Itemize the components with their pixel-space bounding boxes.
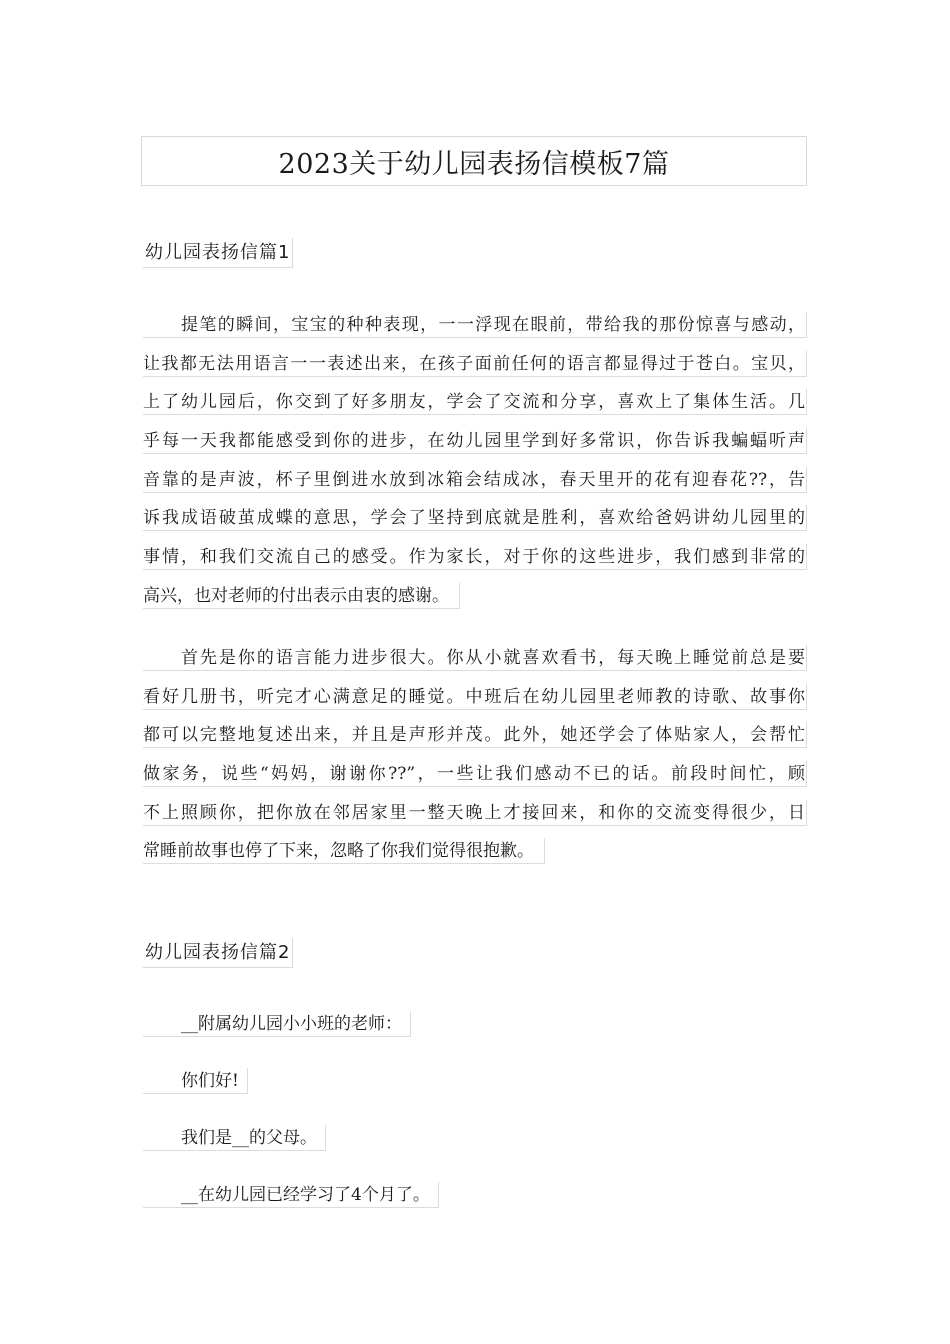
paragraph-1 <box>143 312 807 627</box>
paragraph-line: 常睡前故事也停了下来，忽略了你我们觉得很抱歉。 <box>143 838 545 864</box>
paragraph-line: 乎每一天我都能感受到你的进步，在幼儿园里学到好多常识，你告诉我蝙蝠听声 <box>143 428 807 454</box>
paragraph-line: 音靠的是声波，杯子里倒进水放到冰箱会结成冰，春天里开的花有迎春花??，告 <box>143 467 807 493</box>
greeting-line: 你们好! <box>143 1068 248 1094</box>
section-heading-2: 幼儿园表扬信篇2 <box>143 938 293 968</box>
body-line: __在幼儿园已经学习了4个月了。 <box>143 1182 439 1208</box>
body-line: 我们是__的父母。 <box>143 1125 326 1151</box>
paragraph-line: 首先是你的语言能力进步很大。你从小就喜欢看书，每天晚上睡觉前总是要 <box>143 645 807 671</box>
paragraph-line: 让我都无法用语言一一表述出来，在孩子面前任何的语言都显得过于苍白。宝贝， <box>143 351 807 377</box>
section-heading-1: 幼儿园表扬信篇1 <box>143 238 293 268</box>
paragraph-line: 提笔的瞬间，宝宝的种种表现，一一浮现在眼前，带给我的那份惊喜与感动， <box>143 312 807 338</box>
paragraph-line: 诉我成语破茧成蝶的意思，学会了坚持到底就是胜利，喜欢给爸妈讲幼儿园里的 <box>143 505 807 531</box>
paragraph-line: 不上照顾你，把你放在邻居家里一整天晚上才接回来，和你的交流变得很少，日 <box>143 800 807 826</box>
document-title: 2023关于幼儿园表扬信模板7篇 <box>141 136 807 186</box>
paragraph-line: 高兴，也对老师的付出表示由衷的感谢。 <box>143 583 460 609</box>
paragraph-line: 都可以完整地复述出来，并且是声形并茂。此外，她还学会了体贴家人，会帮忙 <box>143 722 807 748</box>
paragraph-line: 看好几册书，听完才心满意足的睡觉。中班后在幼儿园里老师教的诗歌、故事你 <box>143 684 807 710</box>
paragraph-line: 上了幼儿园后，你交到了好多朋友，学会了交流和分享，喜欢上了集体生活。几 <box>143 389 807 415</box>
paragraph-line: 做家务，说些“妈妈，谢谢你??”，一些让我们感动不已的话。前段时间忙，顾 <box>143 761 807 787</box>
paragraph-line: 事情，和我们交流自己的感受。作为家长，对于你的这些进步，我们感到非常的 <box>143 544 807 570</box>
paragraph-2 <box>143 645 807 882</box>
salutation-line: __附属幼儿园小小班的老师： <box>143 1011 411 1037</box>
